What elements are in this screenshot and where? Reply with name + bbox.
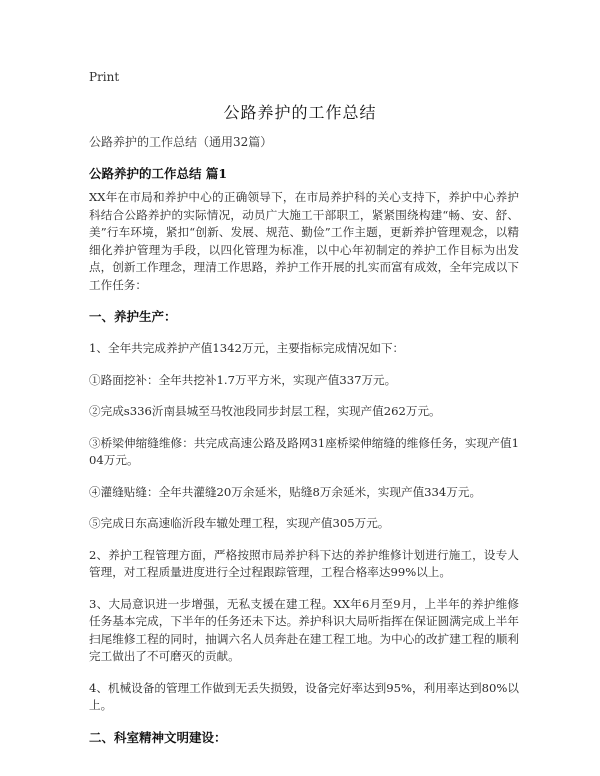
paragraph-sub-4: ④灌缝贴缝：全年共灌缝20万余延米，贴缝8万余延米，实现产值334万元。 <box>89 484 482 499</box>
paragraph-sub-2: ②完成s336沂南县城至马牧池段同步封层工程，实现产值262万元。 <box>89 404 441 418</box>
heading-maintenance-production: 一、养护生产： <box>89 309 177 324</box>
paragraph-sub-1: ①路面挖补：全年共挖补1.7万平方米，实现产值337万元。 <box>89 372 397 387</box>
paragraph-item-3: 3、大局意识进一步增强，无私支援在建工程。XX年6月至9月，上半年的养护维修任务基本完成，下半年的任务还未下达。养护科识大局听指挥在保证圆满完成上半年扫尾维修工程的同时，抽调六名人员奔赴在建工程工地。为中心的改扩建工程的顺利完工做出了不可磨灭的贡献。 <box>89 596 519 663</box>
paragraph-item-4: 4、机械设备的管理工作做到无丢失损毁，设备完好率达到95%，利用率达到80%以上。 <box>89 680 519 712</box>
heading-civilization-building: 二、科室精神文明建设： <box>89 729 227 745</box>
paragraph-item-2: 2、养护工程管理方面，严格按照市局养护科下达的养护维修计划进行施工，设专人管理，对工程质量进度进行全过程跟踪管理，工程合格率达99%以上。 <box>89 547 519 579</box>
document-title: 公路养护的工作总结 <box>223 103 377 122</box>
paragraph-item-1: 1、全年共完成养护产值1342万元，主要指标完成情况如下： <box>89 341 405 355</box>
paragraph-sub-5: ⑤完成日东高速临沂段车辙处理工程，实现产值305万元。 <box>89 516 390 530</box>
print-link[interactable]: Print <box>89 70 120 84</box>
document-body <box>89 133 519 761</box>
section-title: 公路养护的工作总结 篇1 <box>89 166 228 181</box>
paragraph-sub-3: ③桥梁伸缩缝维修：共完成高速公路及路网31座桥梁伸缩缝的维修任务，实现产值104万元。 <box>89 435 519 467</box>
document-subtitle: 公路养护的工作总结（通用32篇） <box>89 135 273 149</box>
intro-paragraph: XX年在市局和养护中心的正确领导下，在市局养护科的关心支持下，养护中心养护科结合公路养护的实际情况，动员广大施工干部职工，紧紧围绕构建“畅、安、舒、美”行车环境，紧扣“创新、发展、规范、勤俭”工作主题，更新养护管理观念，以精细化养护管理为手段，以四化管理为标准，以中心年初制定的养护工作目标为出发点，创新工作理念，理清工作思路，养护工作开展的扎实而富有成效，全年完成以下工作任务： <box>89 190 519 292</box>
